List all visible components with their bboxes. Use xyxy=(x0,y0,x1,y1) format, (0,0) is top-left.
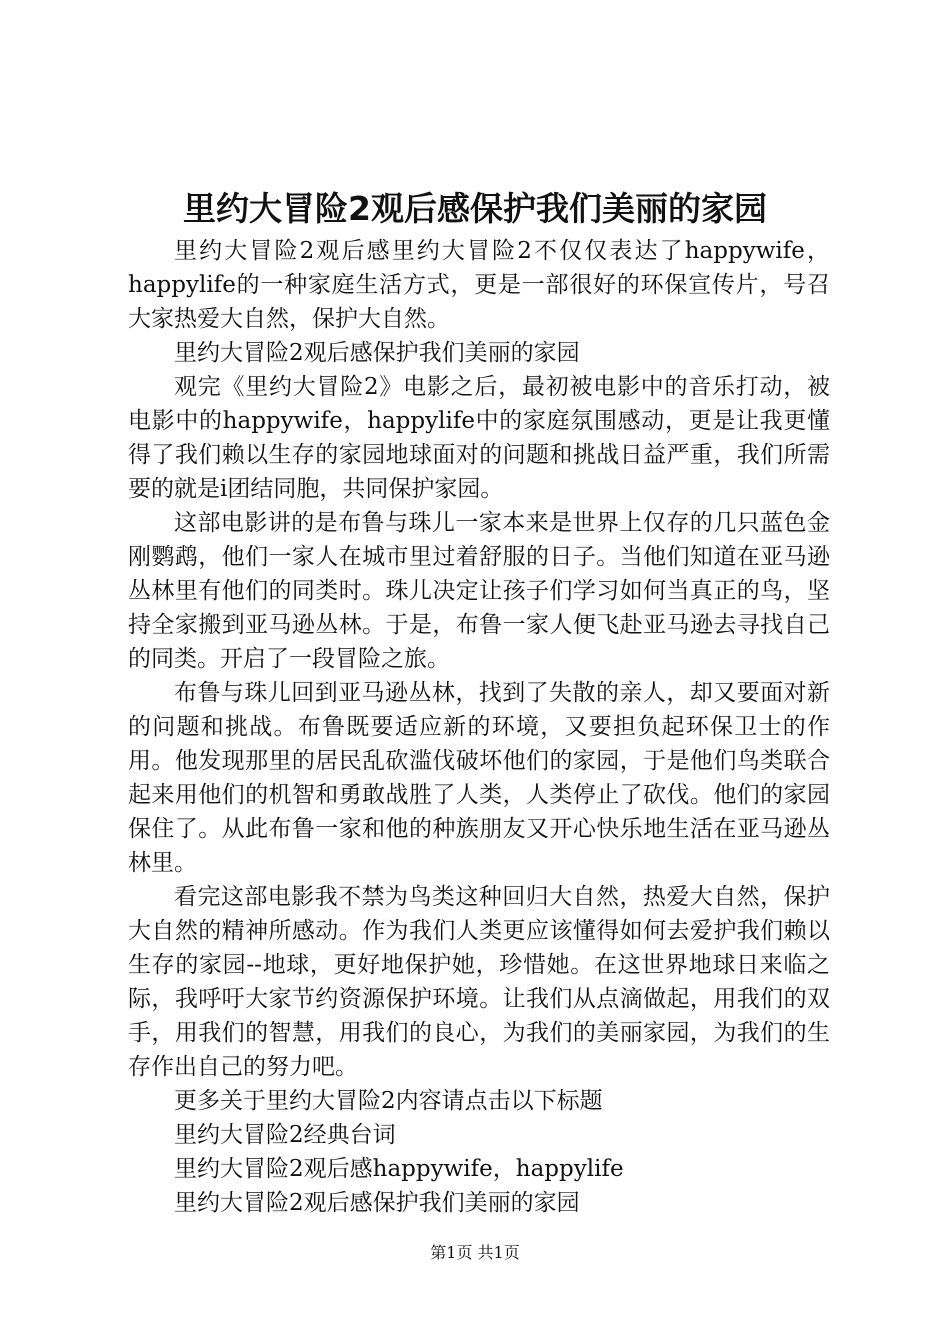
body-paragraph: 布鲁与珠儿回到亚马逊丛林，找到了失散的亲人，却又要面对新的问题和挑战。布鲁既要适应新的环境，又要担负起环保卫士的作用。他发现那里的居民乱砍滥伐破坏他们的家园，于是他们鸟类联合起来用他们的机智和勇敢战胜了人类，人类停止了砍伐。他们的家园保住了。从此布鲁一家和他的种族朋友又开心快乐地生活在亚马逊丛林里。 xyxy=(128,680,830,876)
body-paragraph: 这部电影讲的是布鲁与珠儿一家本来是世界上仅存的几只蓝色金刚鹦鹉，他们一家人在城市里过着舒服的日子。当他们知道在亚马逊丛林里有他们的同类时。珠儿决定让孩子们学习如何当真正的鸟，坚持全家搬到亚马逊丛林。于是，布鲁一家人便飞赴亚马逊去寻找自己的同类。开启了一段冒险之旅。 xyxy=(128,510,830,672)
page-title: 里约大冒险2观后感保护我们美丽的家园 xyxy=(183,189,767,228)
related-link[interactable]: 里约大冒险2观后感保护我们美丽的家园 xyxy=(174,1190,580,1216)
related-heading: 更多关于里约大冒险2内容请点击以下标题 xyxy=(174,1088,603,1114)
body-paragraph: 观完《里约大冒险2》电影之后，最初被电影中的音乐打动，被电影中的happywife，happylife中的家庭氛围感动，更是让我更懂得了我们赖以生存的家园地球面对的问题和挑战日益严重，我们所需要的就是i团结同胞，共同保护家园。 xyxy=(128,374,830,502)
related-link[interactable]: 里约大冒险2经典台词 xyxy=(174,1122,396,1148)
document-body xyxy=(128,234,830,1220)
intro-paragraph: 里约大冒险2观后感里约大冒险2不仅仅表达了happywife，happylife的一种家庭生活方式，更是一部很好的环保宣传片，号召大家热爱大自然，保护大自然。 xyxy=(128,238,830,332)
body-paragraph: 看完这部电影我不禁为鸟类这种回归大自然，热爱大自然，保护大自然的精神所感动。作为我们人类更应该懂得如何去爱护我们赖以生存的家园--地球，更好地保护她，珍惜她。在这世界地球日来临之际，我呼吁大家节约资源保护环境。让我们从点滴做起，用我们的双手，用我们的智慧，用我们的良心，为我们的美丽家园，为我们的生存作出自己的努力吧。 xyxy=(128,884,830,1080)
subtitle-paragraph: 里约大冒险2观后感保护我们美丽的家园 xyxy=(174,340,580,366)
related-link[interactable]: 里约大冒险2观后感happywife，happylife xyxy=(174,1156,624,1182)
page-number-footer: 第1页 共1页 xyxy=(430,1243,520,1262)
